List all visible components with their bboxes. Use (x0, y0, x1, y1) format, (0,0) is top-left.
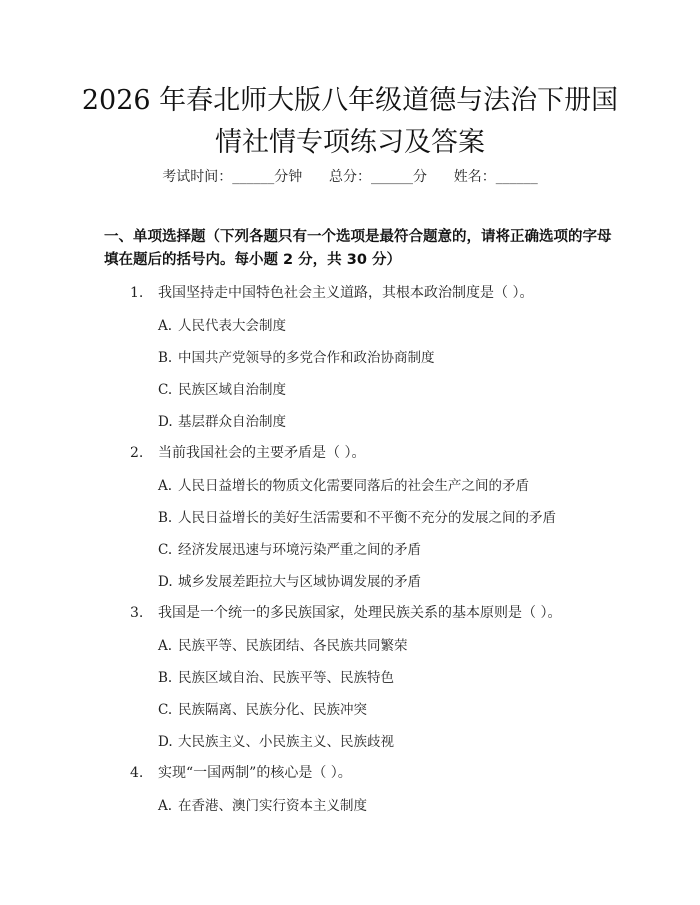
option-2d (158, 570, 421, 590)
option-letter: B. (158, 510, 173, 526)
option-text: 中国共产党领导的多党合作和政治协商制度 (178, 350, 435, 366)
option-text: 经济发展迅速与环境污染严重之间的矛盾 (178, 542, 421, 558)
option-letter: C. (158, 702, 173, 718)
option-text: 民族平等、民族团结、各民族共同繁荣 (178, 638, 408, 654)
question-4 (130, 762, 352, 782)
option-letter: B. (158, 350, 173, 366)
option-letter: A. (158, 478, 173, 494)
option-3b (158, 666, 394, 686)
question-text: 实现“一国两制”的核心是（ ）。 (158, 765, 352, 781)
option-3a (158, 634, 408, 654)
option-text: 民族隔离、民族分化、民族冲突 (178, 702, 367, 718)
option-letter: A. (158, 798, 173, 814)
option-2b (158, 506, 556, 526)
question-number: 4. (130, 765, 144, 781)
section-heading-line-1: 一、单项选择题（下列各题只有一个选项是最符合题意的，请将正确选项的字母 (104, 229, 612, 245)
option-4a (158, 794, 367, 814)
option-3c (158, 698, 367, 718)
page-title (40, 80, 660, 164)
option-text: 人民日益增长的物质文化需要同落后的社会生产之间的矛盾 (178, 478, 529, 494)
option-letter: D. (158, 734, 173, 750)
option-text: 民族区域自治、民族平等、民族特色 (178, 670, 394, 686)
option-letter: C. (158, 542, 173, 558)
option-3d (158, 730, 394, 750)
option-letter: D. (158, 414, 173, 430)
option-text: 民族区域自治制度 (178, 382, 286, 398)
option-1a (158, 314, 286, 334)
question-text: 我国是一个统一的多民族国家，处理民族关系的基本原则是（ ）。 (158, 605, 562, 621)
option-text: 大民族主义、小民族主义、民族歧视 (178, 734, 394, 750)
option-2c (158, 538, 421, 558)
option-1c (158, 378, 286, 398)
option-letter: A. (158, 638, 173, 654)
option-1d (158, 410, 286, 430)
option-letter: C. (158, 382, 173, 398)
option-text: 在香港、澳门实行资本主义制度 (178, 798, 367, 814)
title-line-2: 情社情专项练习及答案 (215, 127, 485, 158)
option-text: 基层群众自治制度 (178, 414, 286, 430)
question-text: 我国坚持走中国特色社会主义道路，其根本政治制度是（ ）。 (158, 285, 534, 301)
question-number: 2. (130, 445, 144, 461)
option-text: 城乡发展差距拉大与区域协调发展的矛盾 (178, 574, 421, 590)
question-3 (130, 602, 561, 622)
title-line-1: 2026 年春北师大版八年级道德与法治下册国 (81, 85, 619, 116)
section-heading-line-2: 填在题后的括号内。每小题 2 分，共 30 分） (104, 252, 401, 268)
question-1 (130, 282, 533, 302)
question-text: 当前我国社会的主要矛盾是（ ）。 (158, 445, 366, 461)
option-text: 人民代表大会制度 (178, 318, 286, 334)
section-heading (104, 226, 630, 272)
question-number: 3. (130, 605, 144, 621)
option-2a (158, 474, 529, 494)
exam-meta-line: 考试时间：______分钟 总分：______分 姓名：______ (162, 169, 538, 185)
question-number: 1. (130, 285, 144, 301)
option-letter: A. (158, 318, 173, 334)
option-letter: D. (158, 574, 173, 590)
option-1b (158, 346, 435, 366)
option-text: 人民日益增长的美好生活需要和不平衡不充分的发展之间的矛盾 (178, 510, 556, 526)
option-letter: B. (158, 670, 173, 686)
question-2 (130, 442, 365, 462)
